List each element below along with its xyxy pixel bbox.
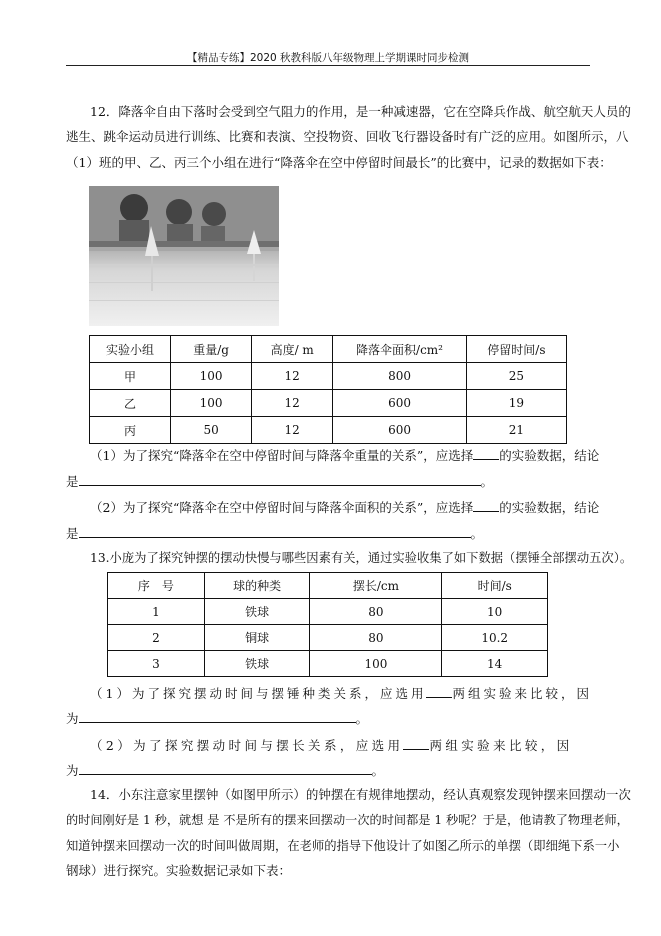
- table-cell: 800: [333, 363, 467, 390]
- table-cell: 丙: [90, 417, 171, 444]
- q12-line-2: 逃生、跳伞运动员进行训练、比赛和表演、空投物资、回收飞行器设备时有广泛的应用。如图所示，八: [66, 129, 629, 144]
- q14-line-4: 钢球）进行探究。实验数据记录如下表：: [66, 863, 292, 878]
- page-header: 【精品专练】2020 秋教科版八年级物理上学期课时同步检测: [186, 52, 470, 64]
- q13-part-1: [90, 686, 590, 702]
- table-header-cell: 停留时间/s: [466, 336, 566, 363]
- header-rule: [66, 65, 590, 66]
- table-cell: 乙: [90, 390, 171, 417]
- parachute-table: [89, 335, 567, 444]
- table-cell: 10: [442, 599, 548, 625]
- table-row: [108, 625, 548, 651]
- table-cell: 21: [466, 417, 566, 444]
- table-cell: 600: [333, 417, 467, 444]
- q13-p2-text: （2）为了探究摆动时间与摆长关系，应选用: [90, 738, 404, 753]
- table-header-cell: 序 号: [108, 573, 205, 599]
- table-cell: 19: [466, 390, 566, 417]
- table-cell: 铜球: [204, 625, 310, 651]
- q12-part-2: [90, 500, 600, 516]
- table-cell: 2: [108, 625, 205, 651]
- table-header-cell: 降落伞面积/cm²: [333, 336, 467, 363]
- q13-p2-reason-label: 为: [66, 763, 79, 778]
- q12-part-1: [90, 448, 600, 464]
- q12-p1-conclusion-label: 是: [66, 474, 79, 489]
- table-row: [108, 599, 548, 625]
- pendulum-table: [107, 572, 548, 677]
- table-header-row: [90, 336, 567, 363]
- table-row: [90, 390, 567, 417]
- q12-p1-end: 。: [480, 474, 494, 489]
- parachute-photo: [89, 186, 279, 326]
- table-cell: 100: [171, 363, 252, 390]
- q13-part-2: [90, 738, 590, 754]
- q14-line-1: 14．小东注意家里摆钟（如图甲所示）的钟摆在有规律地摆动，经认真观察发现钟摆来回摆动一次: [90, 787, 631, 802]
- q12-p2-text: （2）为了探究“降落伞在空中停留时间与降落伞面积的关系”，应选择: [90, 500, 474, 515]
- table-cell: 12: [252, 390, 333, 417]
- q12-part-2-conclusion: [66, 526, 590, 542]
- table-cell: 铁球: [204, 599, 310, 625]
- table-cell: 1: [108, 599, 205, 625]
- conclusion-blank[interactable]: [79, 526, 471, 538]
- answer-blank[interactable]: [473, 500, 499, 512]
- table-header-cell: 实验小组: [90, 336, 171, 363]
- table-cell: 12: [252, 417, 333, 444]
- table-cell: 12: [252, 363, 333, 390]
- table-header-cell: 高度/ m: [252, 336, 333, 363]
- table-row: [108, 651, 548, 677]
- table-header-cell: 摆长/cm: [310, 573, 442, 599]
- table-cell: 100: [171, 390, 252, 417]
- q13-p1-reason-label: 为: [66, 711, 79, 726]
- q12-line-3: （1）班的甲、乙、丙三个小组在进行“降落伞在空中停留时间最长”的比赛中，记录的数据如下表：: [66, 155, 612, 170]
- answer-blank[interactable]: [426, 686, 452, 698]
- q12-p2-text-tail: 的实验数据，结论: [499, 500, 600, 515]
- reason-blank[interactable]: [79, 711, 356, 723]
- q13-part-2-reason: [66, 763, 590, 779]
- reason-blank[interactable]: [79, 763, 372, 775]
- q14-line-2: 的时间刚好是 1 秒，就想 是 不是所有的摆来回摆动一次的时间都是 1 秒呢？于是，他请教了物理老师，: [66, 813, 629, 827]
- table-row: [90, 363, 567, 390]
- q13-p2-text-tail: 两组实验来比较，因: [429, 738, 573, 753]
- q13-p1-text: （1）为了探究摆动时间与摆锤种类关系，应选用: [90, 686, 427, 701]
- q13-p1-end: 。: [355, 711, 369, 726]
- table-row: [90, 417, 567, 444]
- q12-part-1-conclusion: [66, 474, 590, 490]
- q12-p2-conclusion-label: 是: [66, 526, 79, 541]
- table-cell: 600: [333, 390, 467, 417]
- answer-blank[interactable]: [473, 448, 499, 460]
- answer-blank[interactable]: [403, 738, 429, 750]
- table-cell: 80: [310, 599, 442, 625]
- conclusion-blank[interactable]: [79, 474, 481, 486]
- table-header-row: [108, 573, 548, 599]
- table-cell: 50: [171, 417, 252, 444]
- q12-p1-text-tail: 的实验数据，结论: [499, 448, 600, 463]
- table-cell: 25: [466, 363, 566, 390]
- table-header-cell: 球的种类: [204, 573, 310, 599]
- q13-line-1: 13.小庞为了探究钟摆的摆动快慢与哪些因素有关，通过实验收集了如下数据（摆锤全部摆动五次）。: [90, 551, 633, 565]
- q12-line-1: 12．降落伞自由下落时会受到空气阻力的作用，是一种减速器，它在空降兵作战、航空航天人员的: [90, 104, 631, 119]
- q12-p2-end: 。: [470, 526, 484, 541]
- q12-p1-text: （1）为了探究“降落伞在空中停留时间与降落伞重量的关系”，应选择: [90, 448, 474, 463]
- q13-part-1-reason: [66, 711, 590, 727]
- q14-line-3: 知道钟摆来回摆动一次的时间叫做周期，在老师的指导下他设计了如图乙所示的单摆（即细绳下系一小: [66, 839, 620, 853]
- table-cell: 100: [310, 651, 442, 677]
- q13-p1-text-tail: 两组实验来比较，因: [452, 686, 592, 701]
- q13-p2-end: 。: [371, 763, 385, 778]
- table-cell: 80: [310, 625, 442, 651]
- table-cell: 3: [108, 651, 205, 677]
- table-cell: 铁球: [204, 651, 310, 677]
- table-cell: 14: [442, 651, 548, 677]
- table-cell: 甲: [90, 363, 171, 390]
- table-cell: 10.2: [442, 625, 548, 651]
- table-header-cell: 重量/g: [171, 336, 252, 363]
- table-header-cell: 时间/s: [442, 573, 548, 599]
